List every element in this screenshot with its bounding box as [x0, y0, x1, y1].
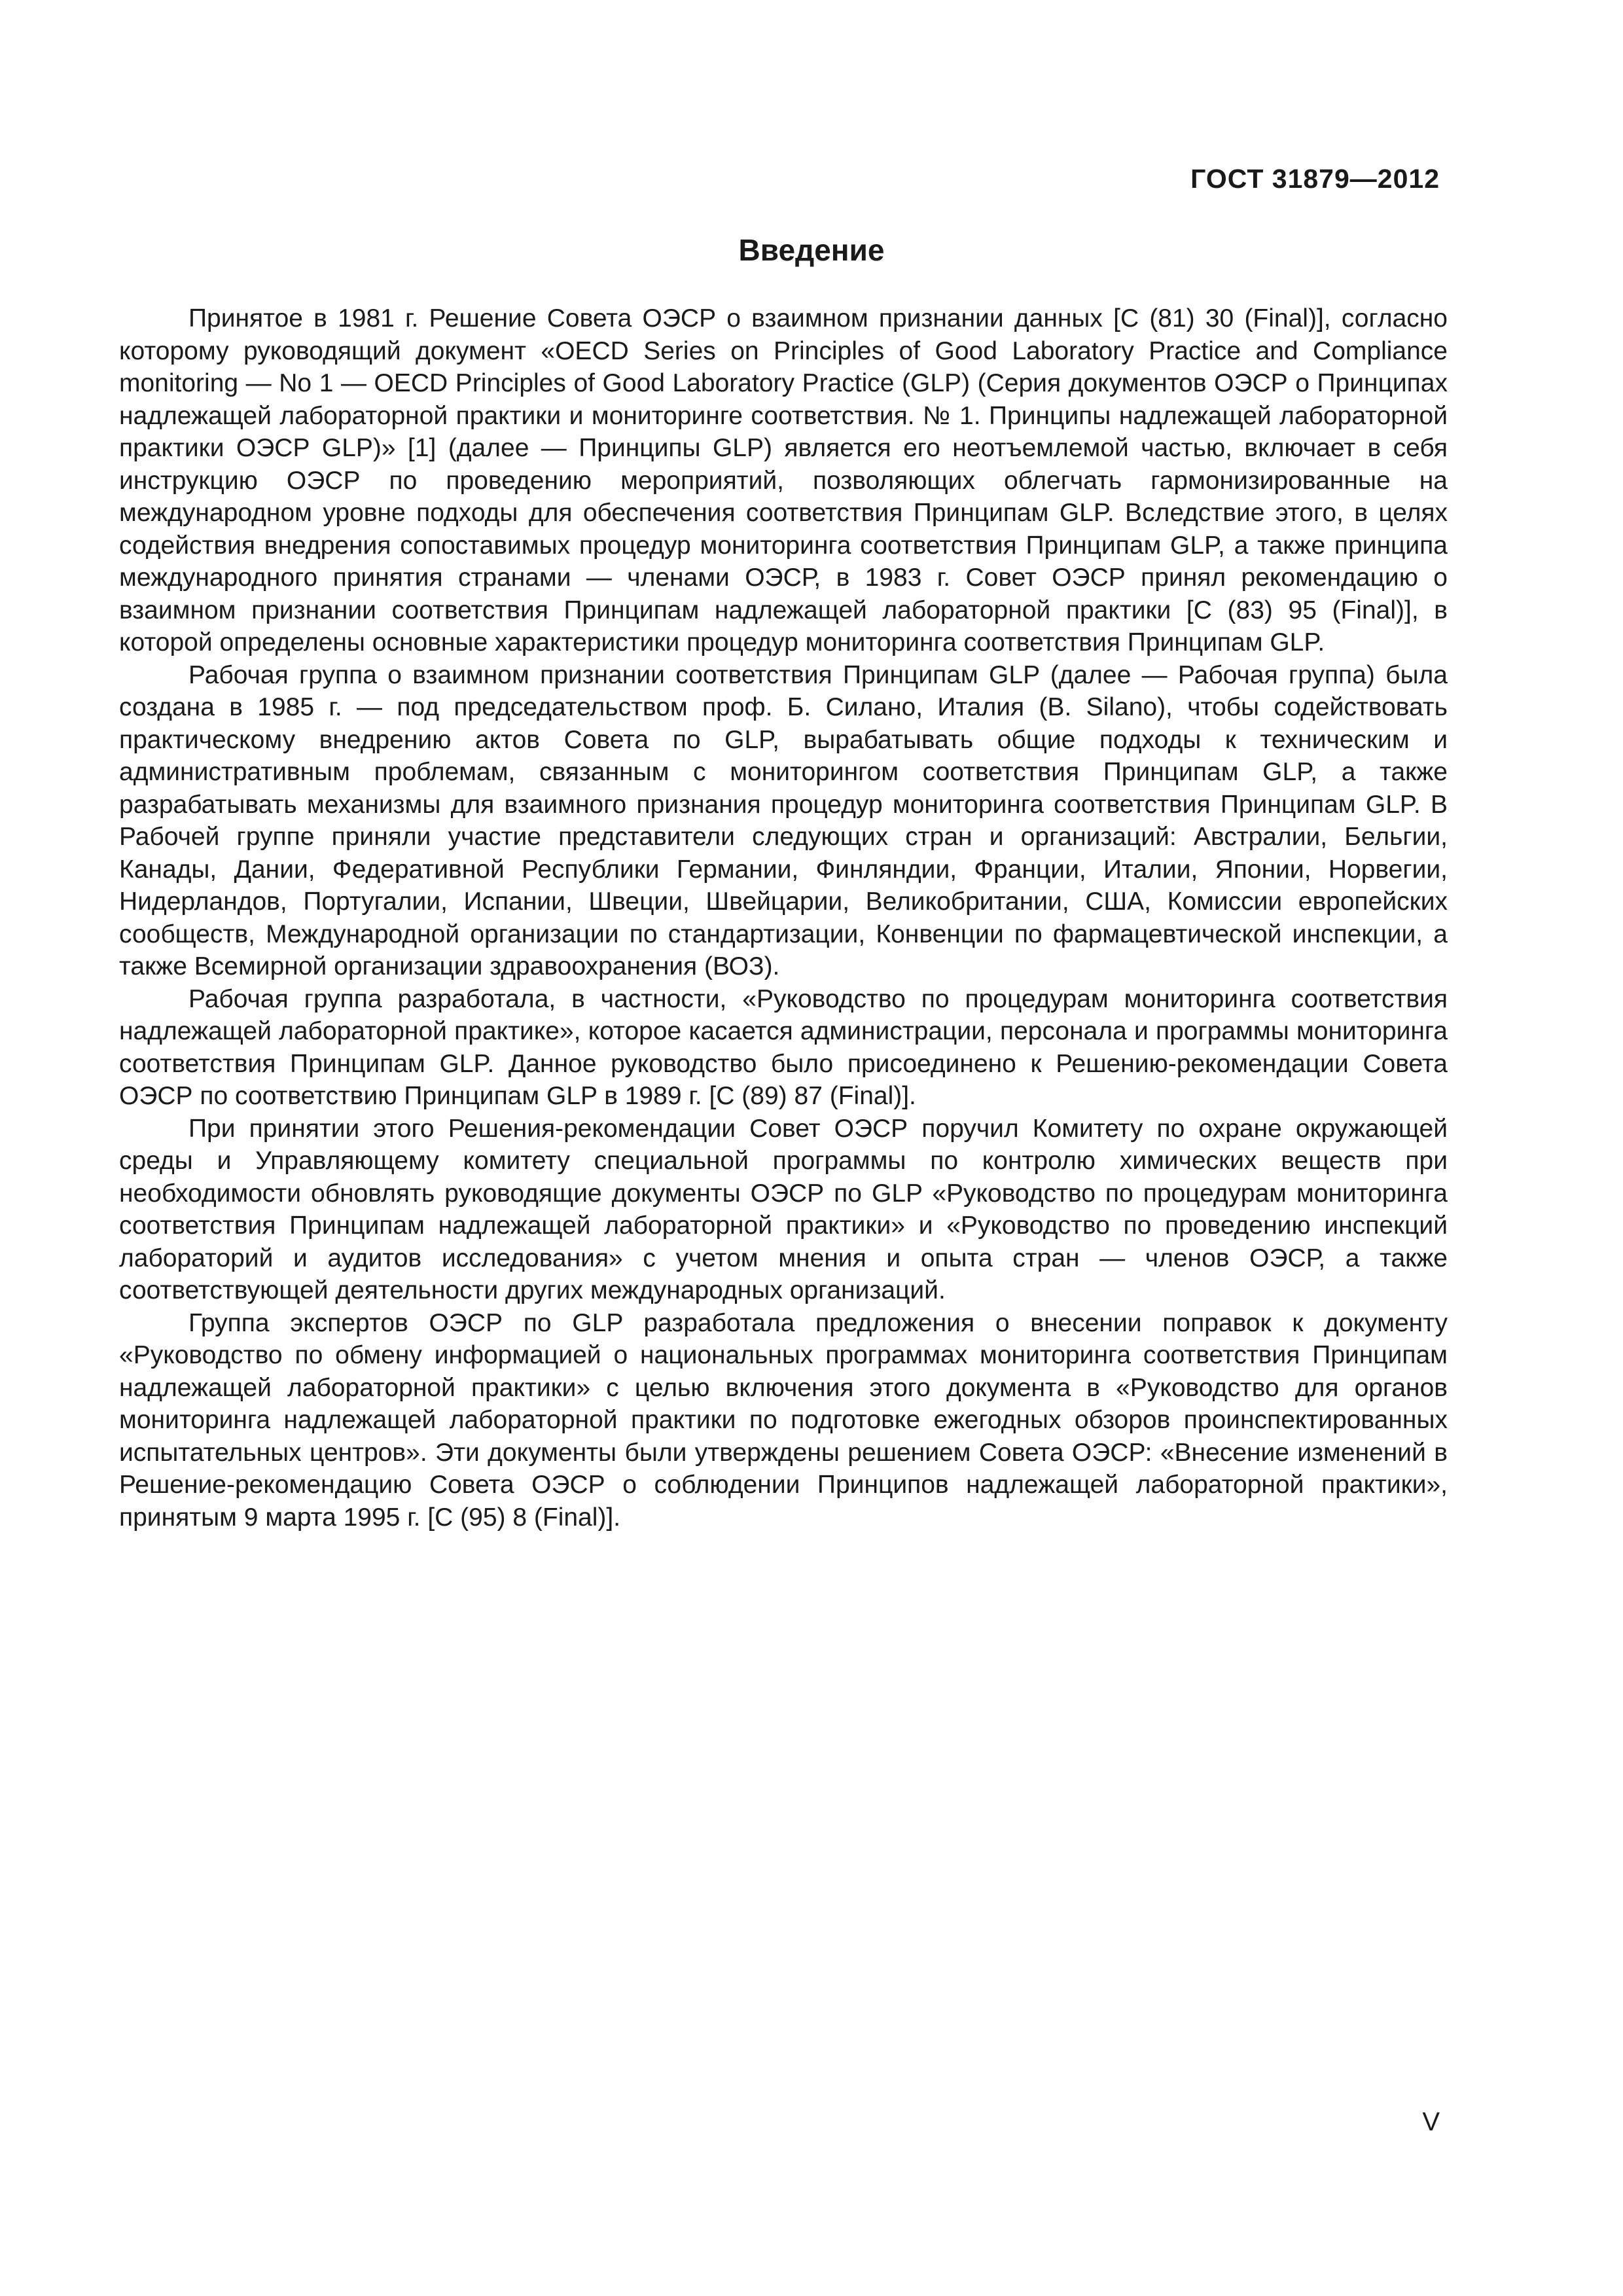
paragraph-3: Рабочая группа разработала, в частности, «Руководство по процедурам мониторинга соответствия надлежащей лабораторной практике», которое касается администрации, персонала и программы мониторинга соответствия Принципам GLP. Данное руководство было присоединено к Решению-рекомендации Совета ОЭСР по соответствию Принципам GLP в 1989 г. [С (89) 87 (Final)]. [119, 984, 1448, 1110]
paragraph-4: При принятии этого Решения-рекомендации Совет ОЭСР поручил Комитету по охране окружающей среды и Управляющему комитету специальной программы по контролю химических веществ при необходимости обновлять руководящие документы ОЭСР по GLP «Руководство по процедурам мониторинга соответствия Принципам надлежащей лабораторной практики» и «Руководство по проведению инспекций лабораторий и аудитов исследования» с учетом мнения и опыта стран — членов ОЭСР, а также соответствующей деятельности других международных организаций. [119, 1114, 1448, 1304]
page-number: V [1422, 2108, 1440, 2136]
paragraph-5: Группа экспертов ОЭСР по GLP разработала предложения о внесении поправок к документу «Руководство по обмену информацией о национальных программах мониторинга соответствия Принципам надлежащей лабораторной практики» с целью включения этого документа в «Руководство для органов мониторинга надлежащей лабораторной практики по подготовке ежегодных обзоров проинспектированных испытательных центров». Эти документы были утверждены решением Совета ОЭСР: «Внесение изменений в Решение-рекомендацию Совета ОЭСР о соблюдении Принципов надлежащей лабораторной практики», принятым 9 марта 1995 г. [С (95) 8 (Final)]. [119, 1308, 1448, 1532]
document-standard-number: ГОСТ 31879—2012 [1190, 164, 1440, 194]
paragraph-2: Рабочая группа о взаимном признании соответствия Принципам GLP (далее — Рабочая группа) была создана в 1985 г. — под председательством проф. Б. Силано, Италия (B. Silano), чтобы содействовать практическому внедрению актов Совета по GLP, вырабатывать общие подходы к техническим и административным проблемам, связанным с мониторингом соответствия Принципам GLP, а также разрабатывать механизмы для взаимного признания процедур мониторинга соответствия Принципам GLP. В Рабочей группе приняли участие представители следующих стран и организаций: Австралии, Бельгии, Канады, Дании, Федеративной Республики Германии, Финляндии, Франции, Италии, Японии, Норвегии, Нидерландов, Португалии, Испании, Швеции, Швейцарии, Великобритании, США, Комиссии европейских сообществ, Международной организации по стандартизации, Конвенции по фармацевтической инспекции, а также Всемирной организации здравоохранения (ВОЗ). [119, 660, 1448, 980]
body-text [119, 302, 1448, 1534]
paragraph-1: Принятое в 1981 г. Решение Совета ОЭСР о взаимном признании данных [С (81) 30 (Final)], согласно которому руководящий документ «OECD Series on Principles of Good Laboratory Practice and Compliance monitoring — No 1 — OECD Principles of Good Laboratory Practice (GLP) (Серия документов ОЭСР о Принципах надлежащей лабораторной практики и мониторинге соответствия. № 1. Принципы надлежащей лабораторной практики ОЭСР GLP)» [1] (далее — Принципы GLP) является его неотъемлемой частью, включает в себя инструкцию ОЭСР по проведению мероприятий, позволяющих облегчать гармонизированные на международном уровне подходы для обеспечения соответствия Принципам GLP. Вследствие этого, в целях содействия внедрения сопоставимых процедур мониторинга соответствия Принципам GLP, а также принципа международного принятия странами — членами ОЭСР, в 1983 г. Совет ОЭСР принял рекомендацию о взаимном признании соответствия Принципам надлежащей лабораторной практики [С (83) 95 (Final)], в которой определены основные характеристики процедур мониторинга соответствия Принципам GLP. [119, 304, 1448, 656]
section-title: Введение [738, 233, 885, 267]
